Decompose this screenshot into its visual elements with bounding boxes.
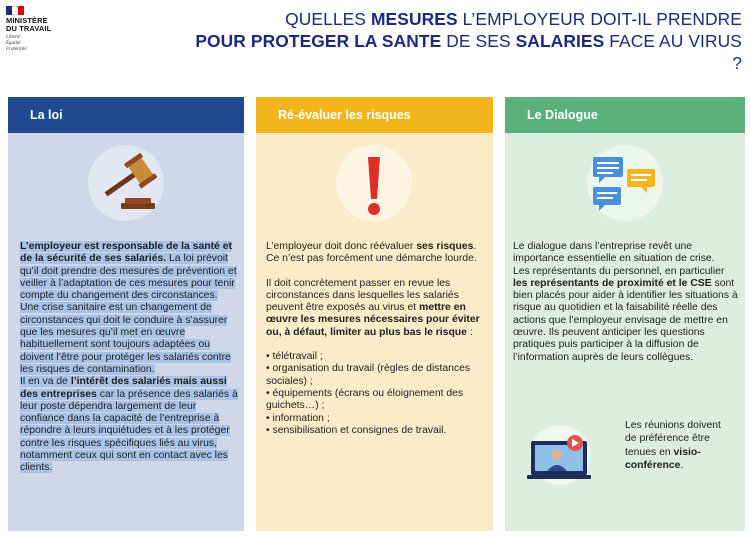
list-item: • sensibilisation et consignes de travail. (266, 425, 488, 437)
column-reevaluer-risques (256, 97, 493, 531)
column-le-dialogue (505, 97, 745, 531)
mesures-list (266, 351, 488, 437)
ministry-name-line1: MINISTÈRE (6, 16, 48, 25)
video-conference-icon (517, 423, 603, 487)
chat-bubbles-icon (573, 143, 677, 223)
list-item: • télétravail ; (266, 351, 488, 363)
risques-text: L’employeur doit donc réévaluer ses risques. Ce n’est pas forcément une démarche lourde. Il doit concrètement passer en revue les circonstances dans lesquelles les salariés peuvent être exposés au virus et mettre en œuvre les mesures nécessaires pour éviter ou, à défaut, limiter au plus bas le risque : • télétravail ; • organisation du travail (règles de distances sociales) ; • équipements (écrans ou éloignement des guichets…) ; • information ; • sensibilisation et consignes de travail. (266, 241, 488, 437)
ministry-name-line2: DU TRAVAIL (6, 24, 52, 33)
column-heading-la-loi: La loi (8, 97, 244, 133)
page-title: QUELLES MESURES L’EMPLOYEUR DOIT-IL PRENDRE POUR PROTEGER LA SANTE DE SES SALARIES FACE AU VIRUS ? (195, 9, 742, 73)
list-item: • information ; (266, 413, 488, 425)
column-la-loi (8, 97, 244, 531)
dialogue-text: Le dialogue dans l’entreprise revêt une importance essentielle en situation de crise. Les représentants du personnel, en particulier les représentants de proximité et le CSE sont bien placés pour aider à identifier les situations à risque au quotidien et la faisabilité réelle des actions que l’employeur envisage de mettre en œuvre. Ils peuvent anticiper les questions pratiques puis participer à la diffusion de l’information auprès de leurs collègues. (513, 241, 738, 363)
gavel-icon (74, 143, 178, 223)
french-flag-icon (6, 6, 24, 15)
column-heading-dialogue: Le Dialogue (505, 97, 745, 133)
visio-conference-text: Les réunions doivent de préférence être tenues en visio-conférence. (625, 420, 721, 471)
column-body-dialogue (505, 133, 745, 531)
column-body-la-loi (8, 133, 244, 531)
la-loi-text: L’employeur est responsable de la santé et de la sécurité de ses salariés. La loi prévoit qu’il doit prendre des mesures de prévention et veiller à l’adaptation de ces mesures pour tenir compte du changement des circonstances. Une crise sanitaire est un changement de circonstances qui doit le conduire à s’assurer que les mesures qu’il met en œuvre habituellement sont toujours adaptées ou doivent l’être pour protéger les salariés contre les risques de contamination. Il en va de l’intérêt des salariés mais aussi des entreprises car la présence des salariés à leur poste dépendra largement de leur confiance dans la capacité de l’entreprise à répondre à leurs inquiétudes et à les protéger contre les risques spécifiques liés au virus, notamment ceux qui sont en contact avec les clients. (20, 241, 238, 474)
republic-motto: Liberté Égalité Fraternité (6, 35, 27, 52)
exclamation-icon (322, 143, 426, 223)
list-item: • organisation du travail (règles de distances sociales) ; (266, 363, 488, 388)
list-item: • équipements (écrans ou éloignement des guichets…) ; (266, 388, 488, 413)
column-heading-risques: Ré-évaluer les risques (256, 97, 493, 133)
column-body-risques (256, 133, 493, 531)
ministry-logo (6, 6, 66, 53)
